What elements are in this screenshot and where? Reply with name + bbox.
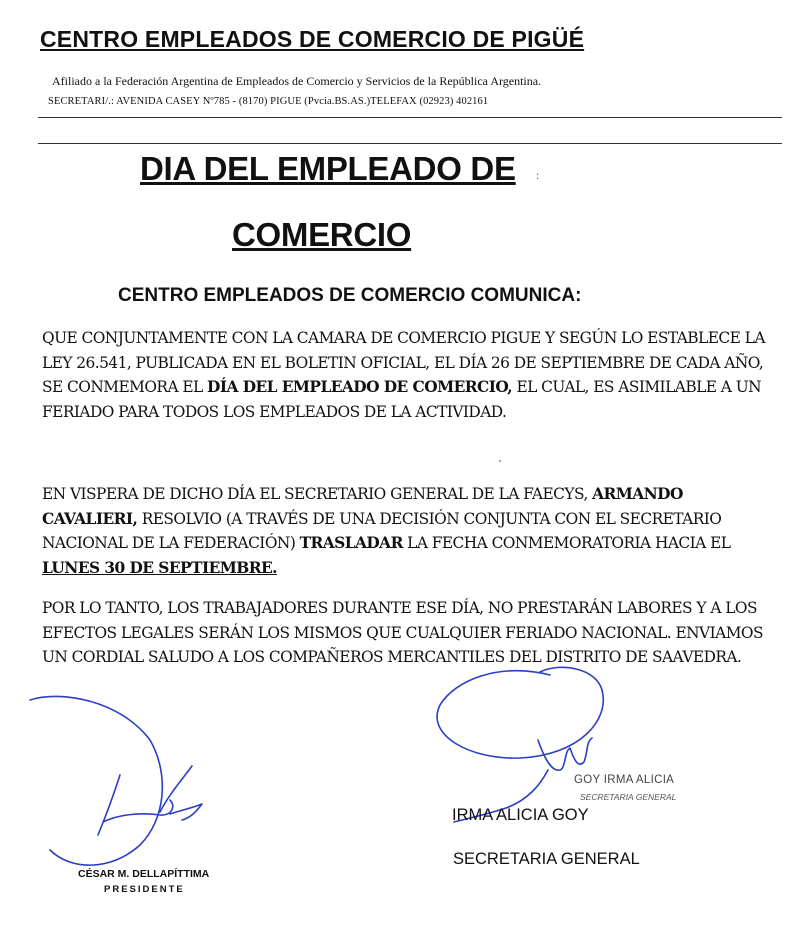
letterhead-org-name: CENTRO EMPLEADOS DE COMERCIO DE PIGÜÉ [40, 26, 585, 52]
right-signature-loop [437, 667, 603, 758]
paragraph-3: POR LO TANTO, LOS TRABAJADORES DURANTE ESE DÍA, NO PRESTARÁN LABORES Y A LOS EFECTOS LEGALES SERÁN LOS MISMOS QUE CUALQUIER FERIADO NACIONAL. ENVIAMOS UN CORDIAL SALUDO A LOS COMPAÑEROS MERCANTILES DEL DISTRITO DE SAAVEDRA. [42, 599, 763, 667]
paragraph-2-text-a: EN VISPERA DE DICHO DÍA EL SECRETARIO GENERAL DE LA FAECYS, [42, 485, 593, 503]
signatory-left-role: PRESIDENTE [104, 884, 185, 895]
left-signature-loop [30, 696, 162, 865]
stamp-role: SECRETARIA GENERAL [580, 792, 677, 802]
scan-speck [499, 460, 501, 462]
paragraph-2-bold-verb: TRASLADAR [299, 534, 403, 553]
left-signature-stroke [98, 775, 173, 835]
page-title-line-1: DIA DEL EMPLEADO DE [140, 150, 516, 187]
paragraph-1-text-a: QUE CONJUNTAMENTE CON LA CAMARA DE COMERCIO PIGUE Y SEGÚN LO ESTABLECE LA LEY 26.541, PUBLICADA EN EL BOLETIN OFICIAL, EL DÍA 26 DE SEPTIEMBRE DE CADA AÑO, SE CONMEMORA EL [42, 329, 765, 397]
announcement-heading: CENTRO EMPLEADOS DE COMERCIO COMUNICA: [118, 285, 582, 306]
paragraph-2-text-c: LA FECHA CONMEMORATORIA HACIA EL [402, 534, 731, 553]
signatory-right-name: IRMA ALICIA GOY [452, 806, 589, 824]
letterhead-divider-lower [38, 143, 782, 144]
letterhead-affiliation: Afiliado a la Federación Argentina de Empleados de Comercio y Servicios de la República Argentina. [52, 74, 542, 88]
page-title-line-2: COMERCIO [232, 216, 412, 253]
paragraph-2 [42, 482, 782, 580]
letterhead-address: SECRETARI/.: AVENIDA CASEY Nº785 - (8170) PIGUE (Pvcia.BS.AS.)TELEFAX (02923) 402161 [48, 96, 489, 107]
paragraph-1 [42, 326, 782, 424]
paragraph-2-date: LUNES 30 DE SEPTIEMBRE. [42, 558, 277, 577]
signatory-right-role: SECRETARIA GENERAL [453, 850, 640, 868]
stamp-name: GOY IRMA ALICIA [574, 774, 675, 786]
paragraph-1-bold: DÍA DEL EMPLEADO DE COMERCIO, [207, 378, 513, 397]
paragraph-2-bold-name: ARMANDO CAVALIERI, [42, 485, 683, 528]
left-signature-flourish [160, 766, 202, 820]
paragraph-1-text-b: EL CUAL, ES ASIMILABLE A UN FERIADO PARA TODOS LOS EMPLEADOS DE LA ACTIVIDAD. [42, 378, 762, 421]
signatory-left-name: CÉSAR M. DELLAPÍTTIMA [78, 868, 210, 880]
right-signature-letters [538, 738, 592, 770]
stray-mark: : [536, 168, 540, 182]
letterhead-divider [38, 117, 782, 118]
paragraph-2-text-b: RESOLVIO (A TRAVÉS DE UNA DECISIÓN CONJUNTA CON EL SECRETARIO NACIONAL DE LA FEDERACIÓN) [42, 509, 722, 553]
